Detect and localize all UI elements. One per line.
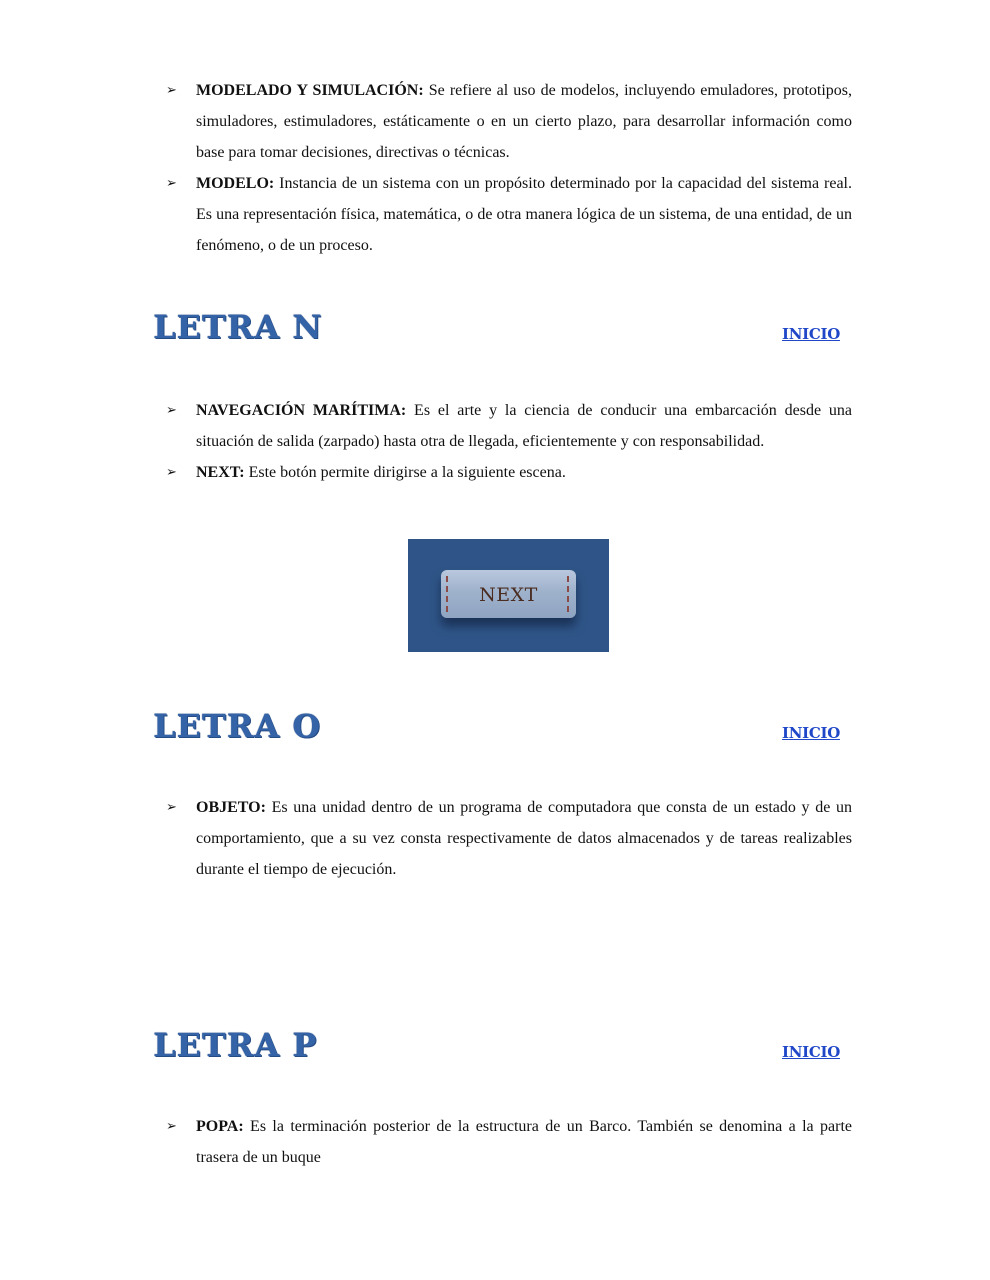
arrow-bullet-icon: ➢ bbox=[166, 403, 177, 418]
term: OBJETO: bbox=[196, 799, 266, 816]
arrow-bullet-icon: ➢ bbox=[166, 176, 177, 191]
list-item-next bbox=[166, 457, 852, 488]
definition-list-p bbox=[166, 1111, 852, 1173]
arrow-bullet-icon: ➢ bbox=[166, 465, 177, 480]
definition: Este botón permite dirigirse a la siguiente escena. bbox=[244, 464, 566, 481]
list-item-popa bbox=[166, 1111, 852, 1173]
definition: Es la terminación posterior de la estructura de un Barco. También se denomina a la parte trasera de un buque bbox=[196, 1118, 852, 1166]
list-item-objeto bbox=[166, 792, 852, 885]
term: MODELO: bbox=[196, 175, 275, 192]
definition-list-n bbox=[166, 395, 852, 488]
definition: Instancia de un sistema con un propósito determinado por la capacidad del sistema real. Es una representación física, matemática, o de otra manera lógica de un sistema, de una entidad, de un fenómeno, o de un proceso. bbox=[196, 175, 852, 254]
next-button-graphic bbox=[441, 570, 576, 618]
term: NEXT: bbox=[196, 464, 245, 481]
inicio-link-p[interactable]: INICIO bbox=[782, 1043, 840, 1061]
definition: Es una unidad dentro de un programa de computadora que consta de un estado y de un comportamiento, que a su vez consta respectivamente de datos almacenados y de tareas realizables durante el tiempo de ejecución. bbox=[196, 799, 852, 878]
definition-list-o bbox=[166, 792, 852, 885]
term: POPA: bbox=[196, 1118, 244, 1135]
inicio-link-o[interactable]: INICIO bbox=[782, 724, 840, 742]
arrow-bullet-icon: ➢ bbox=[166, 1119, 177, 1134]
arrow-bullet-icon: ➢ bbox=[166, 800, 177, 815]
definition: Se refiere al uso de modelos, incluyendo emuladores, prototipos, simuladores, estimuladores, estáticamente o en un cierto plazo, para desarrollar información como base para tomar decisiones, directivas o técnicas. bbox=[196, 82, 853, 161]
heading-letra-p: LETRA P bbox=[153, 1026, 318, 1064]
arrow-bullet-icon: ➢ bbox=[166, 83, 177, 98]
definition: Es el arte y la ciencia de conducir una embarcación desde una situación de salida (zarpado) hasta otra de llegada, eficientemente y con responsabilidad. bbox=[196, 402, 853, 450]
list-item-modelo bbox=[166, 168, 852, 261]
next-button-image bbox=[408, 539, 609, 652]
next-button-label: NEXT bbox=[479, 584, 538, 606]
definition-list-m bbox=[166, 75, 852, 261]
list-item-navegacion-maritima bbox=[166, 395, 852, 457]
term: NAVEGACIÓN MARÍTIMA: bbox=[196, 402, 407, 419]
heading-letra-o: LETRA O bbox=[153, 707, 322, 745]
heading-letra-n: LETRA N bbox=[153, 308, 323, 346]
list-item-modelado-y-simulacion bbox=[166, 75, 852, 168]
term: MODELADO Y SIMULACIÓN: bbox=[196, 82, 424, 99]
inicio-link-n[interactable]: INICIO bbox=[782, 325, 840, 343]
